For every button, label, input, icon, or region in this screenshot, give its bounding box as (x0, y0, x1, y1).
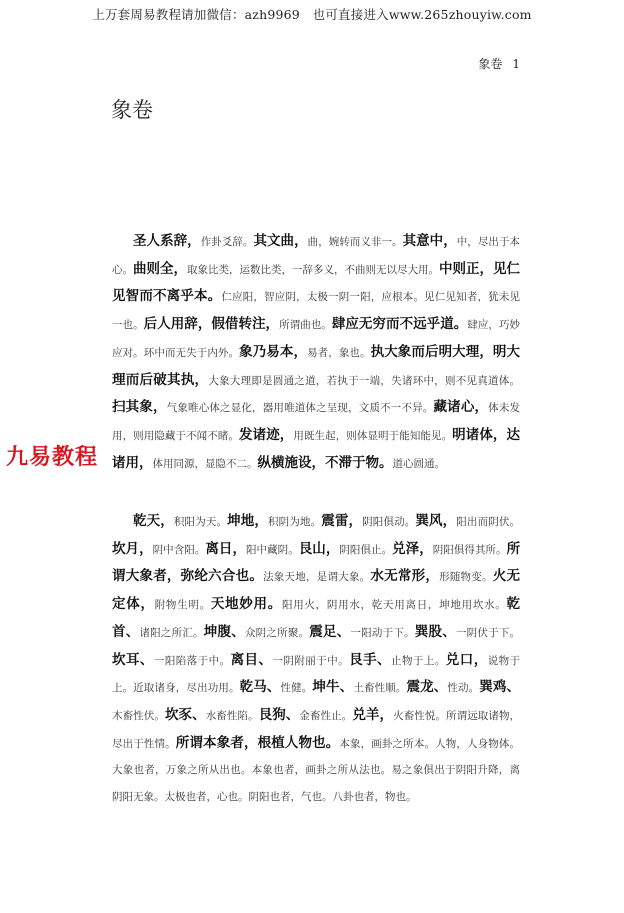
bold-phrase: 坎月， (112, 540, 153, 557)
annotation-text: 金畜性止。 (299, 709, 353, 722)
annotation-text: 积阴为地。 (268, 516, 322, 528)
bold-phrase: 发诸迹， (239, 426, 294, 443)
bold-phrase: 坤腹、 (203, 623, 245, 640)
bold-phrase: 震足、 (309, 623, 351, 640)
bold-phrase: 震雷， (321, 513, 363, 529)
annotation-text: 木畜性伏。 (112, 709, 165, 722)
annotation-text: 阴中含阳。 (152, 543, 206, 556)
bold-phrase: 乾马、 (239, 679, 281, 696)
bold-phrase: 执大象而后明大理，明大理而后破其执， (112, 343, 521, 388)
bold-phrase: 象乃易本， (239, 343, 308, 360)
annotation-text: 阴阳俱得其所。 (432, 543, 507, 556)
bold-phrase: 乾天， (133, 513, 174, 529)
annotation-text: 肆应，巧妙应对。环中而无失于内外。 (112, 319, 520, 359)
annotation-text: 众阴之所聚。 (244, 626, 310, 639)
annotation-text: 易者，象也。 (307, 346, 371, 359)
bold-phrase: 曲则全， (133, 260, 187, 277)
annotation-text: 火畜性悦。所谓远取诸物，尽出于性情。 (112, 709, 521, 750)
watermark-logo: 九易教程 (6, 445, 99, 470)
annotation-text: 阳中藏阴。 (246, 543, 299, 556)
bold-phrase: 纵横施设，不滞于物。 (257, 454, 393, 471)
annotation-text: 附物生明。 (154, 599, 211, 612)
bold-phrase: 离日， (205, 540, 247, 557)
annotation-text: 道心圆通。 (392, 457, 445, 470)
annotation-text: 中，尽出于本心。 (112, 236, 520, 276)
annotation-text: 所谓曲也。 (279, 319, 332, 332)
bold-phrase: 坤牛、 (312, 679, 354, 696)
bold-phrase: 乾首、 (112, 596, 521, 640)
annotation-text: 用既生起，则体显明于能知能见。 (293, 429, 453, 442)
bold-phrase: 中则正，见仁见智而不离乎本。 (112, 260, 520, 305)
bold-phrase: 藏诸心， (433, 399, 489, 416)
annotation-text: 土畜性顺。 (353, 682, 407, 695)
annotation-text: 曲，婉转而义非一。 (307, 236, 403, 248)
bold-phrase: 兑口， (445, 651, 488, 668)
annotation-text: 阳用火，阴用水，乾天用离日，坤地用坎水。 (281, 599, 507, 612)
annotation-text: 诸阳之所汇。 (139, 626, 204, 639)
annotation-text: 说物于上。近取诸身，尽出功用。 (112, 654, 521, 695)
bold-phrase: 巽股、 (414, 623, 456, 640)
annotation-text: 积阳为天。 (173, 516, 228, 528)
bold-phrase: 离目、 (230, 651, 273, 668)
annotation-text: 气象唯心体之显化，器用唯道体之呈现，文质不一不异。 (166, 402, 434, 415)
paragraph-2 (112, 508, 520, 811)
paragraph-2-block (112, 508, 520, 811)
bold-phrase: 火无定体， (112, 568, 520, 613)
annotation-text: 作卦爻辞。 (200, 236, 254, 248)
annotation-text: 法象天地，是谓大象。 (263, 571, 371, 584)
annotation-text: 一阳陷落于中。 (153, 654, 231, 667)
bold-phrase: 扫其象， (112, 399, 167, 416)
paragraph-1 (112, 228, 520, 477)
bold-phrase: 震龙、 (406, 679, 448, 696)
top-banner: 上万套周易教程请加微信：azh9969 也可直接进入www.265zhouyiw.com (92, 7, 532, 22)
bold-phrase: 艮狗、 (258, 706, 300, 723)
annotation-text: 一阴伏于下。 (455, 626, 521, 639)
chapter-title: 象卷 (111, 98, 153, 122)
annotation-text: 一阳动于下。 (350, 626, 415, 639)
bold-phrase: 所谓本象者，根植人物也。 (175, 734, 340, 751)
annotation-text: 性健。 (280, 682, 313, 695)
annotation-text: 体用同源，显隐不二。 (152, 457, 258, 470)
annotation-text: 大象大理即是圆通之道，若执于一端，失诸环中，则不见真道体。 (208, 374, 521, 387)
bold-phrase: 巽风， (415, 513, 457, 529)
bold-phrase: 坤地， (227, 513, 269, 529)
paragraph-1-block (112, 228, 520, 477)
running-header (478, 55, 520, 72)
page-number: 1 (512, 57, 520, 71)
annotation-text: 一阴附丽于中。 (272, 654, 350, 667)
bold-phrase: 其文曲， (253, 233, 308, 249)
bold-phrase: 肆应无穷而不远乎道。 (331, 316, 468, 333)
annotation-text: 阴阳俱动。 (362, 516, 416, 528)
bold-phrase: 艮山， (298, 540, 340, 557)
bold-phrase: 兑泽， (392, 540, 433, 557)
annotation-text: 止物于上。 (391, 654, 446, 667)
bold-phrase: 圣人系辞， (133, 233, 201, 249)
annotation-text: 水畜性陷。 (205, 709, 259, 722)
bold-phrase: 后人用辞，假借转注， (143, 316, 280, 333)
bold-phrase: 坎耳、 (112, 651, 154, 668)
bold-phrase: 兑羊， (352, 706, 394, 723)
running-header-title: 象卷 (478, 57, 503, 71)
bold-phrase: 水无常形， (370, 568, 440, 585)
annotation-text: 本象，画卦之所本。人物，人身物体。大象也者，万象之所从出也。本象也者，画卦之所从法也。易之象俱出于阴阳升降，离阴阳无象。太极也者，心也。阴阳也者，气也。八卦也者，物也。 (112, 737, 521, 804)
annotation-text: 取象比类，运数比类，一辞多义，不曲则无以尽大用。 (187, 263, 439, 276)
annotation-text: 阴阳俱止。 (339, 543, 393, 556)
bold-phrase: 巽鸡、 (479, 679, 521, 696)
annotation-text: 阳出而阴伏。 (456, 516, 520, 528)
annotation-text: 仁应阳，智应阴，太极一阴一阳，应根本。见仁见知者，犹未见一也。 (112, 291, 521, 332)
bold-phrase: 天地妙用。 (210, 596, 282, 613)
annotation-text: 形随物变。 (439, 571, 493, 584)
bold-phrase: 其意中， (402, 233, 457, 249)
bold-phrase: 艮手、 (349, 651, 391, 668)
annotation-text: 性动。 (447, 682, 480, 695)
annotation-text: 体未发用，则用隐藏于不闻不睹。 (112, 402, 521, 442)
bold-phrase: 明诸体，达诸用， (112, 426, 521, 471)
bold-phrase: 所谓大象者，弥纶六合也。 (112, 540, 521, 585)
bold-phrase: 坎豕、 (164, 706, 206, 723)
